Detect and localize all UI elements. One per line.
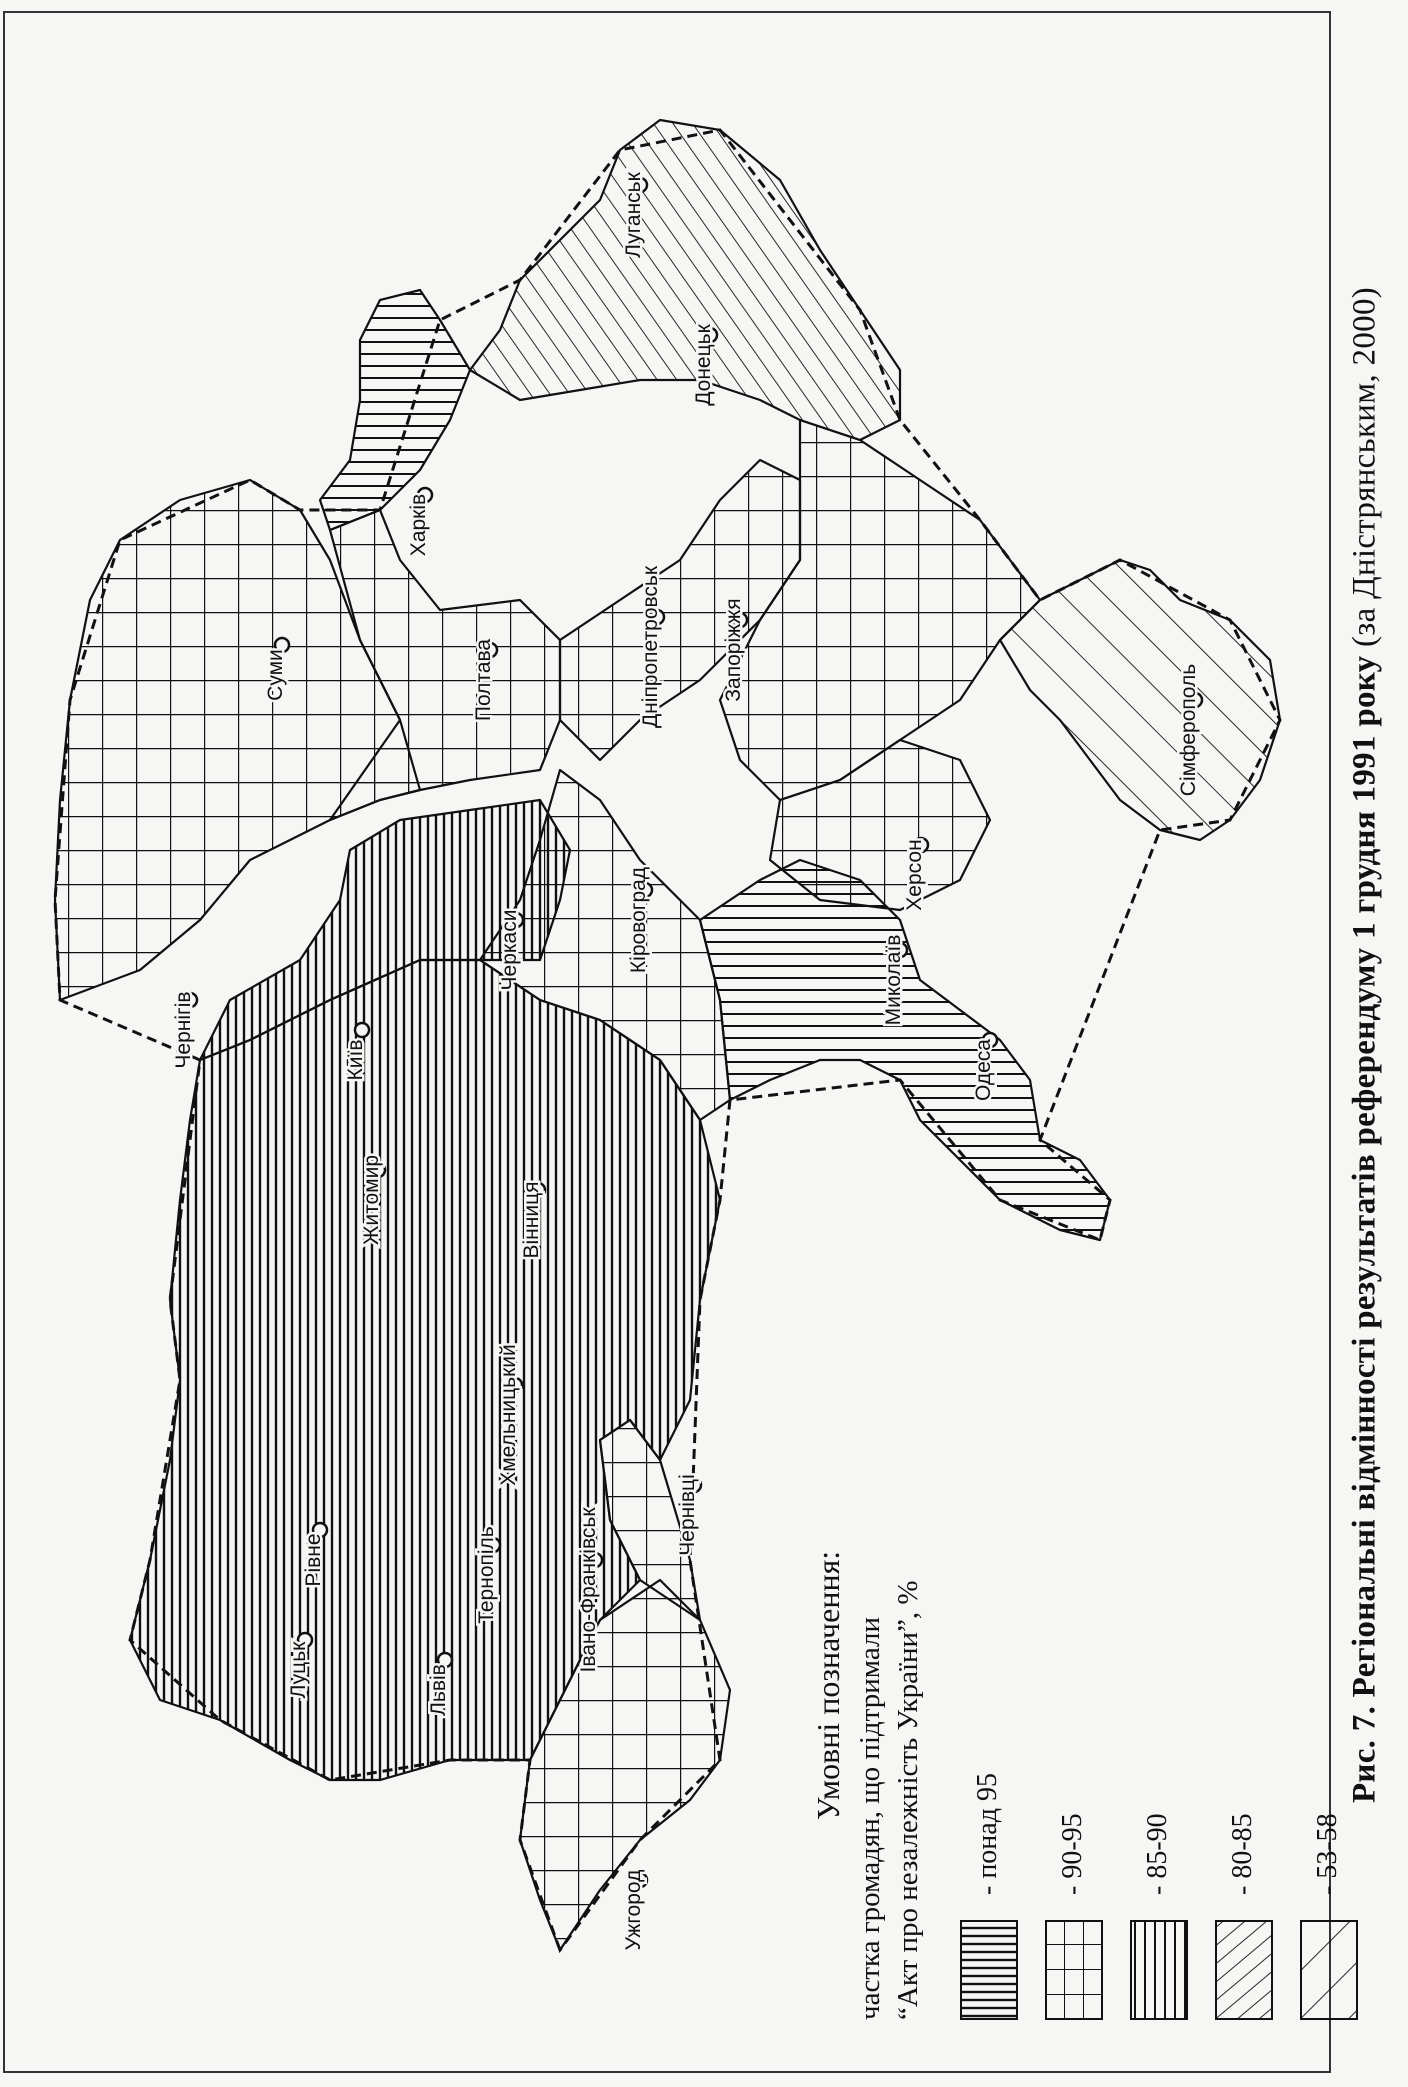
city-label: Одеса [972,1039,995,1101]
caption-text: Регіональні відмінності результатів референдуму 1 грудня 1991 року [1346,655,1383,1698]
legend-swatch [1215,1920,1273,2020]
city-label: Луганськ [622,172,645,258]
city-label: Тернопіль [475,1526,498,1624]
legend-subtitle: частка громадян, що підтримали [854,1617,886,2020]
city-label: Львів [427,1664,450,1716]
city-marker [355,1023,369,1037]
figure-caption [1335,30,1395,2060]
city-label: Чернівці [676,1474,699,1556]
city-label: Черкаси [498,909,521,991]
city-label: Суми [264,649,287,701]
city-label: Рівне [302,1533,325,1587]
city-label: Івано-Франківськ [577,1507,600,1673]
legend-title: Умовні позначення: [810,1550,846,1820]
legend-item-label: - понад 95 [972,1773,1003,1895]
city-label: Сімферополь [1177,663,1200,797]
region-crimea [1000,560,1280,840]
city-label: Миколаїв [882,934,905,1026]
city-label: Донецьк [692,324,715,406]
city-label: Херсон [903,839,926,911]
city-label: Запоріжжя [722,598,745,702]
legend-subtitle-2: “Акт про незалежність України”, % [892,1580,924,2020]
region-kharkiv [320,290,470,530]
city-label: Кіровоград [627,866,650,974]
city-label: Вінниця [520,1181,543,1259]
legend-item-label: - 85-90 [1142,1813,1173,1895]
city-label: Житомир [360,1154,383,1246]
caption-lead: Рис. 7. [1346,1705,1383,1804]
legend-swatch [1045,1920,1103,2020]
legend-swatch [1130,1920,1188,2020]
city-label: Київ [344,1039,367,1081]
city-label: Хмельницький [497,1344,520,1486]
city-label: Полтава [472,638,495,722]
city-label: Чернігів [172,991,195,1069]
legend-item-label: - 90-95 [1057,1813,1088,1895]
legend-item-label: - 53-58 [1312,1813,1343,1895]
region-donbas [470,120,900,440]
city-label: Ужгород [622,1869,645,1951]
city-label: Луцьк [287,1641,310,1699]
legend [790,1010,1343,2030]
legend-item-label: - 80-85 [1227,1813,1258,1895]
legend-swatch [960,1920,1018,2020]
caption-source: (за Дністрянським, 2000) [1346,286,1383,647]
city-label: Дніпропетровськ [639,565,662,729]
city-label: Харків [407,493,430,557]
